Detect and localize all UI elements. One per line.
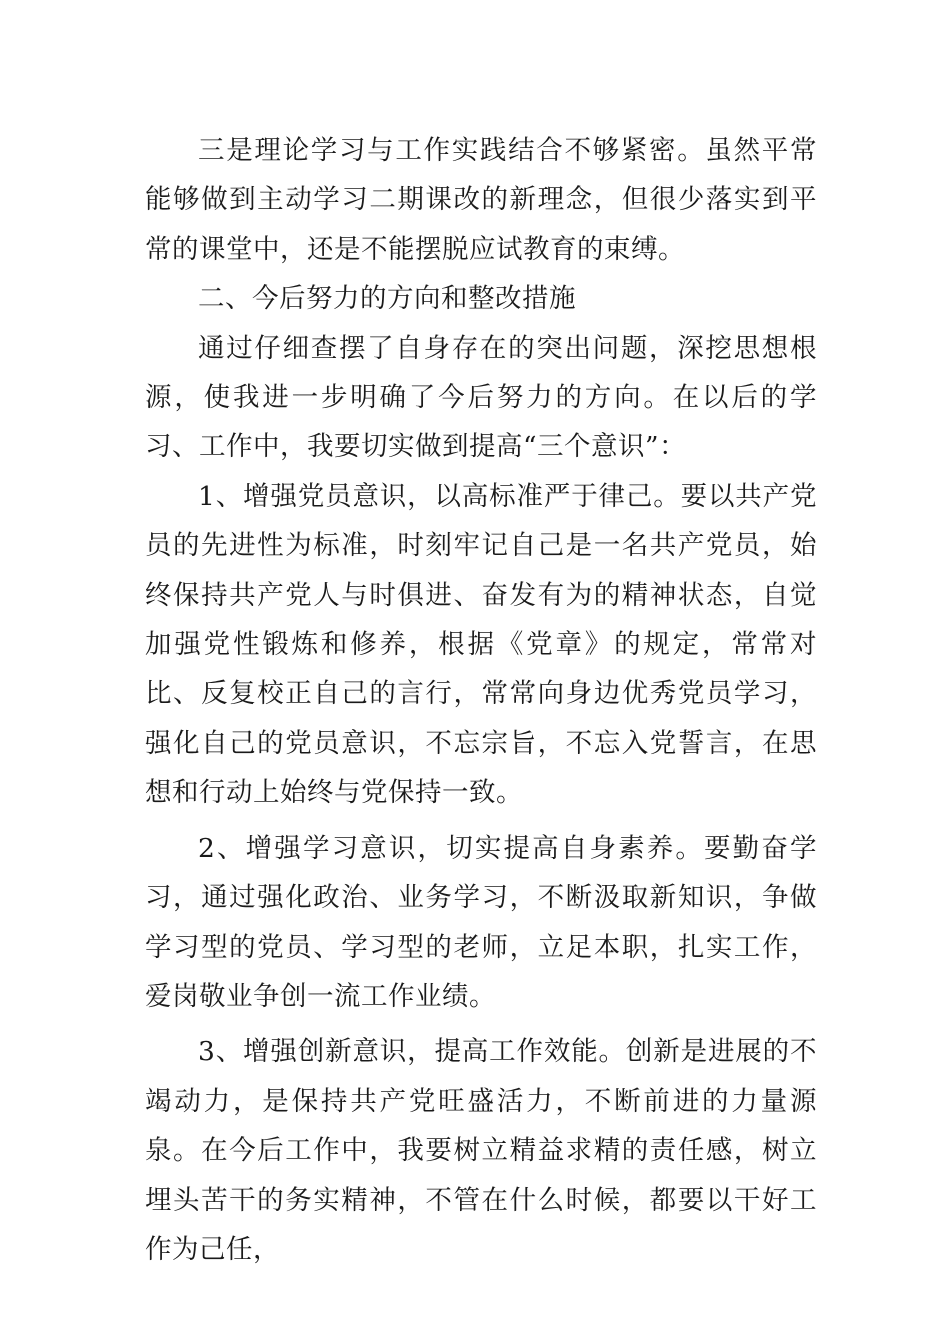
paragraph-party-awareness: 1、增强党员意识，以高标准严于律己。要以共产党员的先进性为标准，时刻牢记自己是一名共产党员，始终保持共产党人与时俱进、奋发有为的精神状态，自觉加强党性锻炼和修养，根据《党章》的规定，常常对比、反复校正自己的言行，常常向身边优秀党员学习，强化自己的党员意识，不忘宗旨，不忘入党誓言，在思想和行动上始终与党保持一致。 bbox=[145, 480, 817, 809]
paragraph-intro-three-awareness: 通过仔细查摆了自身存在的突出问题，深挖思想根源，使我进一步明确了今后努力的方向。在以后的学习、工作中，我要切实做到提高“三个意识”： bbox=[145, 332, 817, 463]
section-heading-improvement: 二、今后努力的方向和整改措施 bbox=[198, 283, 576, 315]
paragraph-learning-awareness: 2、增强学习意识，切实提高自身素养。要勤奋学习，通过强化政治、业务学习，不断汲取新知识，争做学习型的党员、学习型的老师，立足本职，扎实工作，爱岗敬业争创一流工作业绩。 bbox=[145, 832, 817, 1012]
document-body bbox=[145, 126, 817, 1274]
paragraph-theory-practice: 三是理论学习与工作实践结合不够紧密。虽然平常能够做到主动学习二期课改的新理念，但很少落实到平常的课堂中，还是不能摆脱应试教育的束缚。 bbox=[145, 135, 817, 265]
paragraph-innovation-awareness: 3、增强创新意识，提高工作效能。创新是进展的不竭动力，是保持共产党旺盛活力，不断前进的力量源泉。在今后工作中，我要树立精益求精的责任感，树立埋头苦干的务实精神，不管在什么时候，都要以干好工作为己任， bbox=[145, 1036, 817, 1265]
